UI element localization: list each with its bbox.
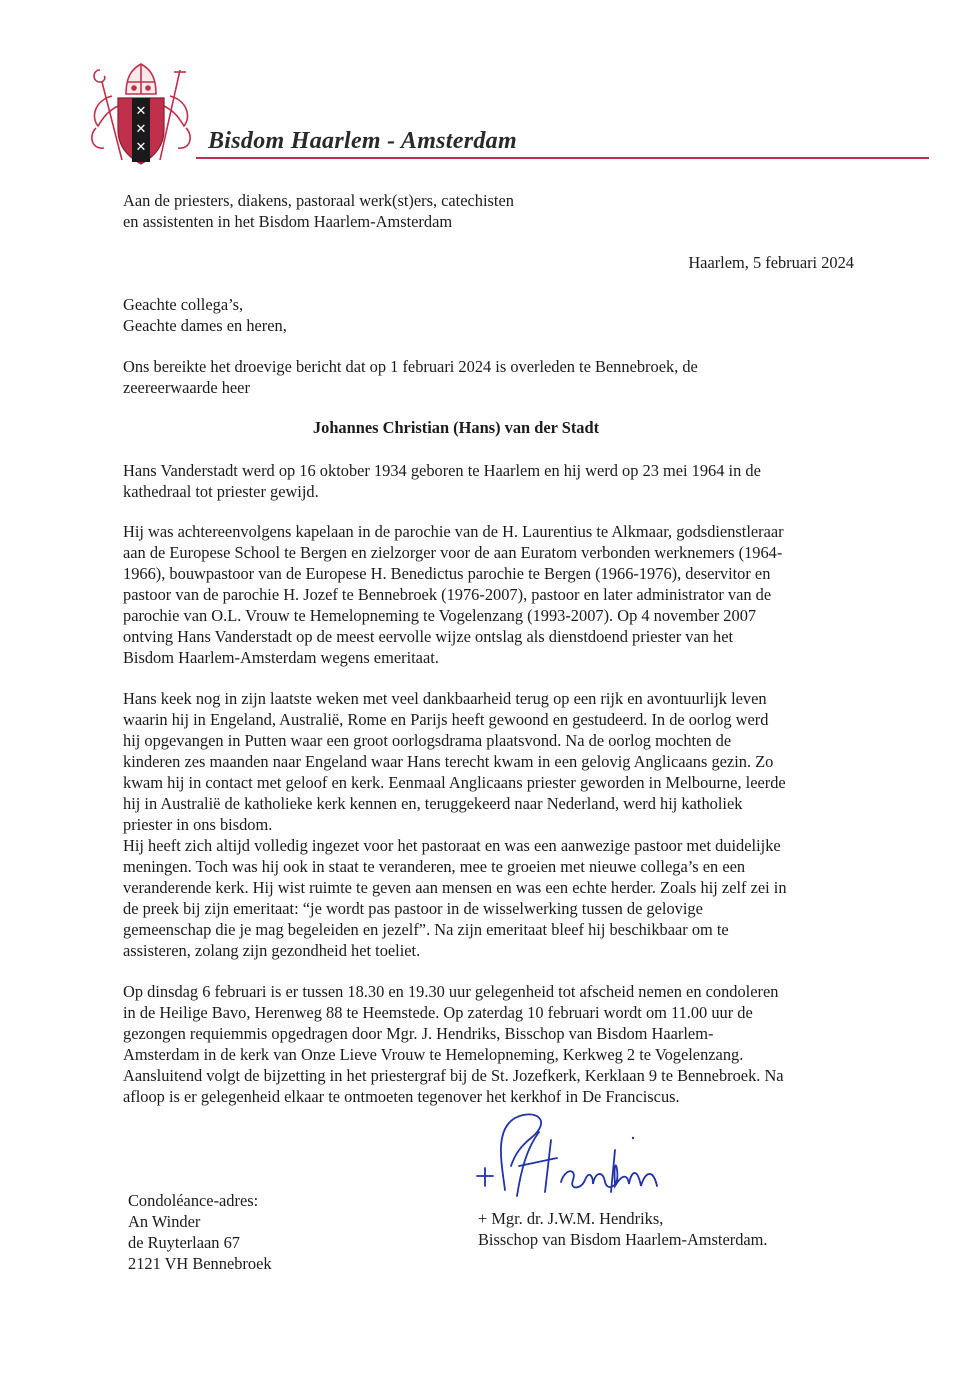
svg-text:✕: ✕ bbox=[135, 122, 147, 137]
paragraph-line: gemeenschap die je mag begeleiden en jezelf”. Na zijn emeritaat bleef hij beschikbaar om te bbox=[123, 920, 729, 939]
paragraph-line: kinderen zes maanden naar Engeland waar Hans terecht kwam in een gelovig Anglicaans gezin. Zo bbox=[123, 752, 774, 771]
condolence-line: de Ruyterlaan 67 bbox=[128, 1233, 240, 1252]
paragraph-line: kathedraal tot priester gewijd. bbox=[123, 482, 319, 501]
paragraph-line: Aansluitend volgt de bijzetting in het priestergraf bij de St. Jozefkerk, Kerklaan 9 te Bennebroek. Na bbox=[123, 1066, 784, 1085]
paragraph-line: afloop is er gelegenheid elkaar te ontmoeten tegenover het kerkhof in De Franciscus. bbox=[123, 1087, 680, 1106]
handwritten-signature-icon bbox=[465, 1110, 695, 1210]
paragraph-line: hij opgevangen in Putten waar een groot oorlogsdrama plaatsvond. Na de oorlog mochten de bbox=[123, 731, 732, 750]
paragraph-line: Op dinsdag 6 februari is er tussen 18.30 en 19.30 uur gelegenheid tot afscheid nemen en condoleren bbox=[123, 982, 779, 1001]
paragraph-line: gezongen requiemmis opgedragen door Mgr. J. Hendriks, Bisschop van Bisdom Haarlem- bbox=[123, 1024, 714, 1043]
paragraph-line: Hij heeft zich altijd volledig ingezet voor het pastoraat en was een aanwezige pastoor met duidelijke bbox=[123, 836, 781, 855]
condolence-heading: Condoléance-adres: bbox=[128, 1191, 259, 1210]
paragraph-line: hij in Australië de katholieke kerk kennen en, teruggekeerd naar Nederland, werd hij katholiek bbox=[123, 794, 743, 813]
paragraph-line: priester in ons bisdom. bbox=[123, 815, 273, 834]
paragraph-line: de preek bij zijn emeritaat: “je wordt pas pastoor in de wisselwerking tussen de gelovige bbox=[123, 899, 703, 918]
paragraph-line: Amsterdam in de kerk van Onze Lieve Vrouw te Hemelopneming, Kerkweg 2 te Vogelenzang. bbox=[123, 1045, 744, 1064]
paragraph-line: kwam hij in contact met geloof en kerk. Eenmaal Anglicaans priester geworden in Melbourne, leerde bbox=[123, 773, 786, 792]
recipients-line: en assistenten in het Bisdom Haarlem-Amsterdam bbox=[123, 212, 453, 231]
signer-title: Bisschop van Bisdom Haarlem-Amsterdam. bbox=[478, 1230, 768, 1249]
paragraph-line: pastoor van de parochie H. Jozef te Bennebroek (1976-2007), pastoor en later administrator van de bbox=[123, 585, 772, 604]
paragraph-line: in de Heilige Bavo, Herenweg 88 te Heemstede. Op zaterdag 10 februari wordt om 11.00 uur de bbox=[123, 1003, 753, 1022]
header-rule bbox=[196, 157, 929, 159]
condolence-line: An Winder bbox=[128, 1212, 201, 1231]
deceased-name: Johannes Christian (Hans) van der Stadt bbox=[312, 418, 600, 437]
svg-text:✕: ✕ bbox=[135, 104, 147, 119]
intro-line: zeereerwaarde heer bbox=[123, 378, 250, 397]
paragraph-line: parochie van O.L. Vrouw te Hemelopneming te Vogelenzang (1993-2007). Op 4 november 2007 bbox=[123, 606, 757, 625]
recipients-line: Aan de priesters, diakens, pastoraal werk(st)ers, catechisten bbox=[123, 191, 514, 210]
organization-name: Bisdom Haarlem - Amsterdam bbox=[208, 128, 517, 154]
signer-name: + Mgr. dr. J.W.M. Hendriks, bbox=[478, 1209, 664, 1228]
svg-text:✕: ✕ bbox=[135, 140, 147, 155]
paragraph-line: 1966), bouwpastoor van de Europese H. Benedictus parochie te Bergen (1966-1976), deservitor en bbox=[123, 564, 771, 583]
paragraph-line: waarin hij in Engeland, Australië, Rome en Parijs heeft gewoond en gestudeerd. In de oorlog werd bbox=[123, 710, 769, 729]
paragraph-line: Hans keek nog in zijn laatste weken met veel dankbaarheid terug op een rijk en avontuurlijk leven bbox=[123, 689, 767, 708]
paragraph-line: assisteren, zolang zijn gezondheid het toeliet. bbox=[123, 941, 421, 960]
paragraph-line: Bisdom Haarlem-Amsterdam wegens emeritaat. bbox=[123, 648, 439, 667]
condolence-line: 2121 VH Bennebroek bbox=[128, 1254, 272, 1273]
salutation-line: Geachte collega’s, bbox=[123, 295, 244, 314]
intro-line: Ons bereikte het droevige bericht dat op 1 februari 2024 is overleden te Bennebroek, de bbox=[123, 357, 698, 376]
diocese-crest-icon bbox=[82, 60, 200, 170]
paragraph-line: aan de Europese School te Bergen en zielzorger voor de aan Euratom verbonden werknemers (1964- bbox=[123, 543, 783, 562]
paragraph-line: veranderende kerk. Hij wist ruimte te geven aan mensen en was een echte herder. Zoals hij zelf zei in bbox=[123, 878, 787, 897]
paragraph-line: Hans Vanderstadt werd op 16 oktober 1934 geboren te Haarlem en hij werd op 23 mei 1964 in de bbox=[123, 461, 761, 480]
salutation-line: Geachte dames en heren, bbox=[123, 316, 287, 335]
letter-date: Haarlem, 5 februari 2024 bbox=[688, 253, 854, 272]
paragraph-line: Hij was achtereenvolgens kapelaan in de parochie van de H. Laurentius te Alkmaar, godsdienstleraar bbox=[123, 522, 784, 541]
paragraph-line: ontving Hans Vanderstadt op de meest eervolle wijze ontslag als dienstdoend priester van het bbox=[123, 627, 734, 646]
paragraph-line: meningen. Toch was hij ook in staat te veranderen, mee te groeien met nieuwe collega’s en een bbox=[123, 857, 746, 876]
